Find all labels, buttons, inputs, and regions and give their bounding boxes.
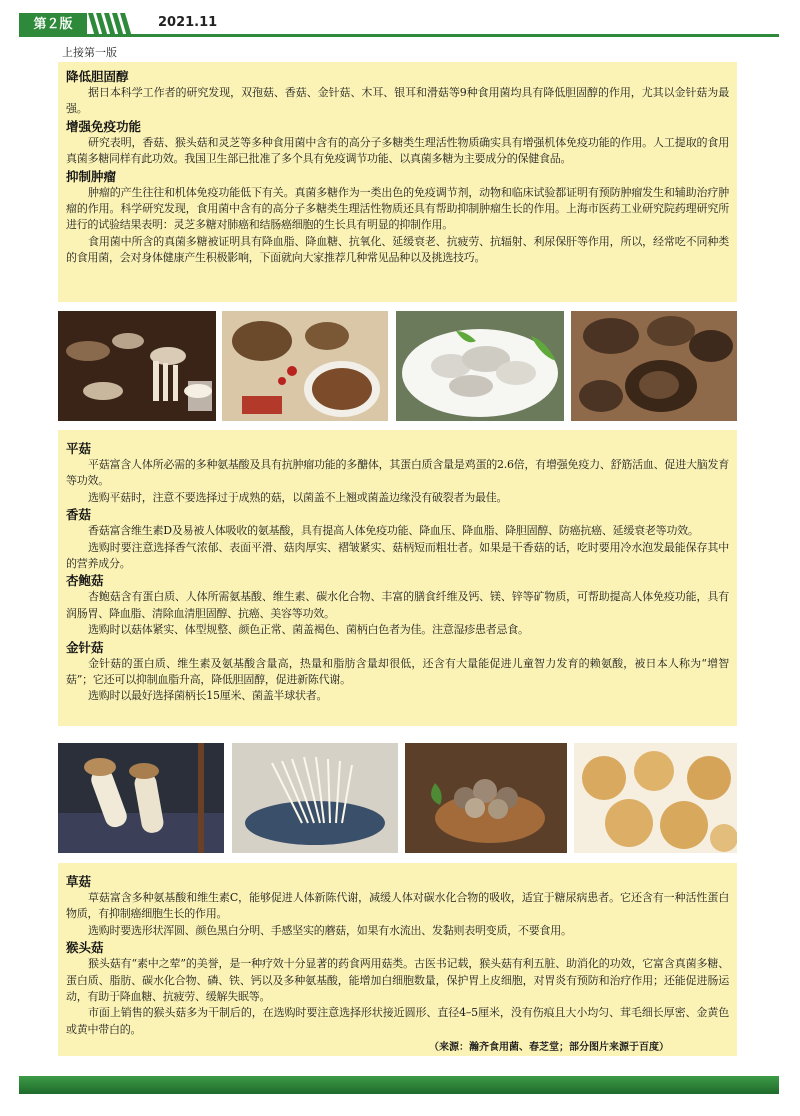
variety-heading: 平菇 bbox=[66, 441, 92, 456]
variety-heading: 草菇 bbox=[66, 874, 92, 889]
paragraph: 选购平菇时，注意不要选择过于成熟的菇，以菌盖不上翘或菌盖边缘没有破裂者为最佳。 bbox=[88, 490, 508, 504]
paragraph: 香菇富含维生素D及易被人体吸收的氨基酸，具有提高人体免疫功能、降血压、降血脂、降胆固醇、防癌抗癌、延缓衰老等功效。 bbox=[88, 524, 699, 538]
varieties-panel-2 bbox=[58, 863, 737, 1056]
variety-heading: 香菇 bbox=[66, 507, 92, 523]
source-credit: （来源：瀚齐食用菌、春芝堂；部分图片来源于百度） bbox=[429, 1042, 669, 1054]
paragraph: 选购时要注意选择香气浓郁、表面平滑、菇肉厚实、褶皱紧实、菇柄短而粗壮者。如果是干香菇的话，吃时要用冷水泡发最能保存其中的营养成分。 bbox=[66, 540, 729, 571]
lions-mane-mushroom-photo bbox=[574, 743, 737, 853]
dried-mushrooms-soup-photo bbox=[222, 311, 388, 421]
shiitake-photo bbox=[571, 311, 737, 421]
paragraph: 选购时以菇体紧实、体型规整、颜色正常、菌盖褐色、菌柄白色者为佳。注意湿疹患者忌食。 bbox=[88, 623, 529, 637]
enoki-mushroom-photo bbox=[232, 743, 398, 853]
paragraph: 金针菇的蛋白质、维生素及氨基酸含量高，热量和脂肪含量却很低，还含有大量能促进儿童智力发育的赖氨酸，被日本人称为“增智菇”；它还可以抑制血脂升高，降低胆固醇，促进新陈代谢。 bbox=[66, 656, 729, 687]
benefits-panel bbox=[58, 62, 737, 302]
king-oyster-mushroom-photo bbox=[58, 743, 224, 853]
variety-heading: 猴头菇 bbox=[66, 940, 104, 956]
section-heading: 增强免疫功能 bbox=[66, 118, 142, 134]
mixed-mushrooms-photo bbox=[58, 311, 216, 421]
paragraph: 猴头菇有“素中之荤”的美誉，是一种疗效十分显著的药食两用菇类。古医书记载，猴头菇有利五脏、助消化的功效，它富含真菌多糖、蛋白质、脂肪、碳水化合物、磷、铁、钙以及多种氨基酸，能增加白细胞数量，保护胃上皮细胞，对胃炎有预防和治疗作用；还能促进肠运动，有助于降血糖、抗疲劳、缓解失眠等。 bbox=[66, 957, 729, 1004]
straw-mushroom-bowl-photo bbox=[405, 743, 567, 853]
continued-from-note: 上接第一版 bbox=[62, 46, 117, 59]
paragraph: 研究表明，香菇、猴头菇和灵芝等多种食用菌中含有的高分子多糖类生理活性物质确实具有增强机体免疫功能的作用。人工提取的食用真菌多糖同样有此功效。我国卫生部已批准了多个具有免疫调节功能、以真菌多糖为主要成分的保健食品。 bbox=[66, 135, 729, 166]
paragraph: 市面上销售的猴头菇多为干制后的，在选购时要注意选择形状接近圆形、直径4–5厘米，没有伤痕且大小均匀、茸毛细长厚密、金黄色或黄中带白的。 bbox=[66, 1006, 729, 1036]
paragraph: 杏鲍菇含有蛋白质、人体所需氨基酸、维生素、碳水化合物、丰富的膳食纤维及钙、镁、锌等矿物质，可帮助提高人体免疫功能，具有润肠胃、降血脂、清除血清胆固醇、抗癌、美容等功效。 bbox=[66, 590, 729, 620]
issue-date: 2021.11 bbox=[158, 15, 218, 30]
footer-bar bbox=[19, 1076, 779, 1094]
paragraph: 选购时要选形状浑圆、颜色黑白分明、手感坚实的蘑菇，如果有水流出、发黏则表明变质，不要食用。 bbox=[88, 923, 572, 937]
variety-heading: 杏鲍菇 bbox=[66, 573, 104, 589]
section-heading: 降低胆固醇 bbox=[66, 69, 129, 84]
section-heading: 抑制肿瘤 bbox=[66, 168, 117, 184]
paragraph: 草菇富含多种氨基酸和维生素C，能够促进人体新陈代谢，减缓人体对碳水化合物的吸收，适宜于糖尿病患者。它还含有一种活性蛋白物质，有抑制癌细胞生长的作用。 bbox=[66, 891, 729, 921]
paragraph: 选购时以最好选择菌柄长15厘米、菌盖半球状者。 bbox=[88, 689, 328, 703]
paragraph: 食用菌中所含的真菌多糖被证明具有降血脂、降血糖、抗氧化、延缓衰老、抗疲劳、抗辐射、利尿保肝等作用，所以，经常吃不同种类的食用菌，会对身体健康产生积极影响，下面就向大家推荐几种常见品种以及挑选技巧。 bbox=[66, 234, 729, 265]
oyster-mushroom-dish-photo bbox=[396, 311, 564, 421]
variety-heading: 金针菇 bbox=[66, 639, 104, 655]
paragraph: 据日本科学工作者的研究发现，双孢菇、香菇、金针菇、木耳、银耳和滑菇等9种食用菌均具有降低胆固醇的作用，尤其以金针菇为最强。 bbox=[66, 86, 729, 116]
paragraph: 平菇富含人体所必需的多种氨基酸及具有抗肿瘤功能的多醣体，其蛋白质含量是鸡蛋的2.6倍，有增强免疫力、舒筋活血、促进大脑发育等功效。 bbox=[66, 458, 729, 488]
header-rule bbox=[19, 34, 779, 37]
paragraph: 肿瘤的产生往往和机体免疫功能低下有关。真菌多糖作为一类出色的免疫调节剂，动物和临床试验都证明有预防肿瘤发生和辅助治疗肿瘤的作用。科学研究发现，食用菌中含有的高分子多糖类生理活性物质还具有帮助抑制肿瘤生长的作用。上海市医药工业研究院药理研究所进行的试验结果表明：灵芝多糖对肺癌和结肠癌细胞的生长具有明显的抑制作用。 bbox=[66, 185, 729, 232]
edition-badge: 第２版 bbox=[19, 13, 87, 37]
varieties-panel-1 bbox=[58, 430, 737, 726]
